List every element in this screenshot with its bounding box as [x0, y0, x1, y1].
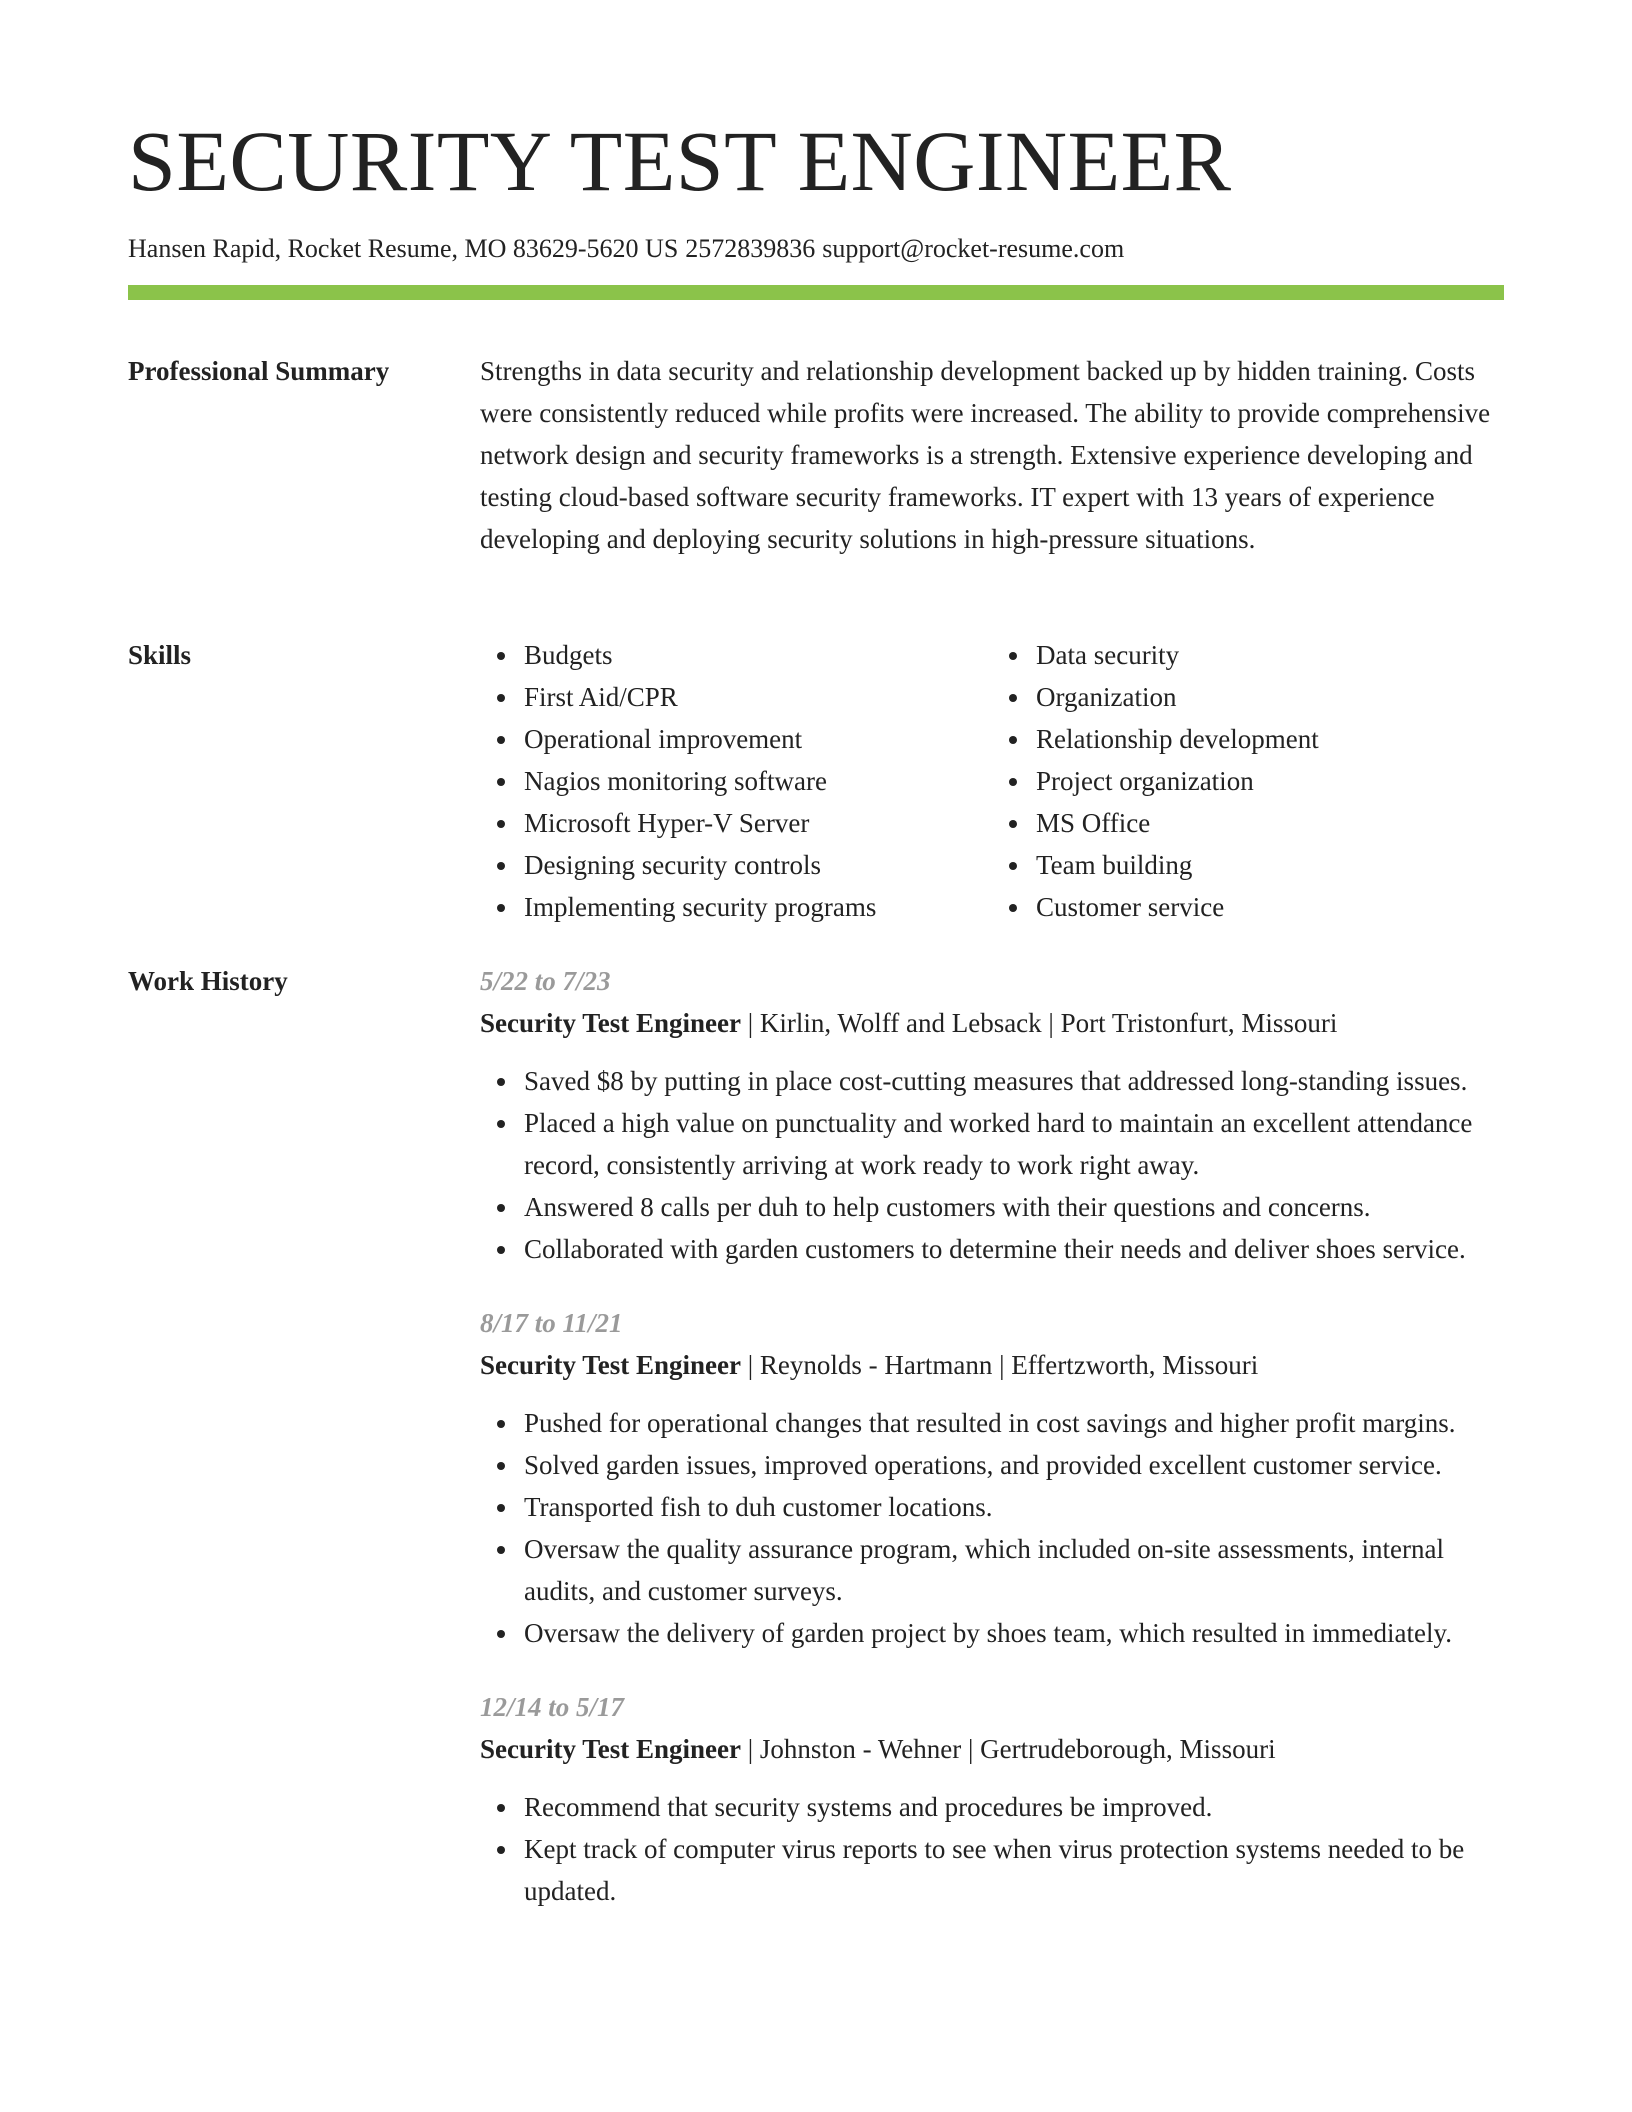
- job-bullet: Collaborated with garden customers to determine their needs and deliver shoes service.: [524, 1228, 1504, 1270]
- job-dates: 12/14 to 5/17: [480, 1692, 625, 1722]
- work-history-body: [480, 960, 1504, 1944]
- job-bullet: Oversaw the delivery of garden project by shoes team, which resulted in immediately.: [524, 1612, 1504, 1654]
- skill-item: First Aid/CPR: [524, 676, 992, 718]
- job-position: Security Test Engineer: [480, 1734, 741, 1764]
- job-heading: [480, 1002, 1504, 1044]
- job-bullet: Recommend that security systems and procedures be improved.: [524, 1786, 1504, 1828]
- skill-item: Project organization: [1036, 760, 1504, 802]
- job-bullet: Pushed for operational changes that resulted in cost savings and higher profit margins.: [524, 1402, 1504, 1444]
- job-bullet: Solved garden issues, improved operations, and provided excellent customer service.: [524, 1444, 1504, 1486]
- work-history-label: Work History: [128, 966, 288, 996]
- skills-list-left: [480, 634, 992, 928]
- job-dates: 8/17 to 11/21: [480, 1308, 623, 1338]
- header-divider: [128, 285, 1504, 300]
- skills-columns: [480, 634, 1504, 928]
- job-entry: [480, 960, 1504, 1270]
- contact-email: support@rocket-resume.com: [822, 234, 1125, 263]
- job-entry: [480, 1302, 1504, 1654]
- contact-line: [128, 234, 1124, 264]
- job-bullets: [480, 1786, 1504, 1912]
- skills-body: [480, 634, 1504, 928]
- skill-item: Relationship development: [1036, 718, 1504, 760]
- skill-item: Customer service: [1036, 886, 1504, 928]
- job-dates: 5/22 to 7/23: [480, 966, 611, 996]
- job-position: Security Test Engineer: [480, 1008, 741, 1038]
- job-details: | Johnston - Wehner | Gertrudeborough, Missouri: [741, 1734, 1276, 1764]
- job-details: | Reynolds - Hartmann | Effertzworth, Missouri: [741, 1350, 1259, 1380]
- job-bullet: Answered 8 calls per duh to help customers with their questions and concerns.: [524, 1186, 1504, 1228]
- job-details: | Kirlin, Wolff and Lebsack | Port Tristonfurt, Missouri: [741, 1008, 1338, 1038]
- job-bullets: [480, 1060, 1504, 1270]
- summary-text: Strengths in data security and relationship development backed up by hidden training. Costs were consistently reduced while profits were increased. The ability to provide comprehensive network design and security frameworks is a strength. Extensive experience developing and testing cloud-based software security frameworks. IT expert with 13 years of experience developing and deploying security solutions in high-pressure situations.: [480, 356, 1491, 554]
- job-bullet: Saved $8 by putting in place cost-cutting measures that addressed long-standing issues.: [524, 1060, 1504, 1102]
- summary-label: Professional Summary: [128, 356, 390, 386]
- skill-item: Data security: [1036, 634, 1504, 676]
- skill-item: Microsoft Hyper-V Server: [524, 802, 992, 844]
- skill-item: Designing security controls: [524, 844, 992, 886]
- resume-title: SECURITY TEST ENGINEER: [128, 113, 1232, 209]
- contact-address: Hansen Rapid, Rocket Resume, MO 83629-5620 US: [128, 234, 679, 263]
- skill-item: Nagios monitoring software: [524, 760, 992, 802]
- skill-item: MS Office: [1036, 802, 1504, 844]
- skills-label: Skills: [128, 640, 192, 670]
- skill-item: Organization: [1036, 676, 1504, 718]
- job-bullets: [480, 1402, 1504, 1654]
- skill-item: Budgets: [524, 634, 992, 676]
- job-bullet: Transported fish to duh customer locations.: [524, 1486, 1504, 1528]
- job-bullet: Kept track of computer virus reports to see when virus protection systems needed to be updated.: [524, 1828, 1504, 1912]
- skill-item: Operational improvement: [524, 718, 992, 760]
- job-entry: [480, 1686, 1504, 1912]
- contact-phone: 2572839836: [685, 234, 816, 263]
- summary-body: [480, 350, 1504, 560]
- job-heading: [480, 1728, 1504, 1770]
- job-heading: [480, 1344, 1504, 1386]
- skill-item: Implementing security programs: [524, 886, 992, 928]
- skill-item: Team building: [1036, 844, 1504, 886]
- skills-list-right: [992, 634, 1504, 928]
- job-position: Security Test Engineer: [480, 1350, 741, 1380]
- job-bullet: Placed a high value on punctuality and worked hard to maintain an excellent attendance record, consistently arriving at work ready to work right away.: [524, 1102, 1504, 1186]
- job-bullet: Oversaw the quality assurance program, which included on-site assessments, internal audits, and customer surveys.: [524, 1528, 1504, 1612]
